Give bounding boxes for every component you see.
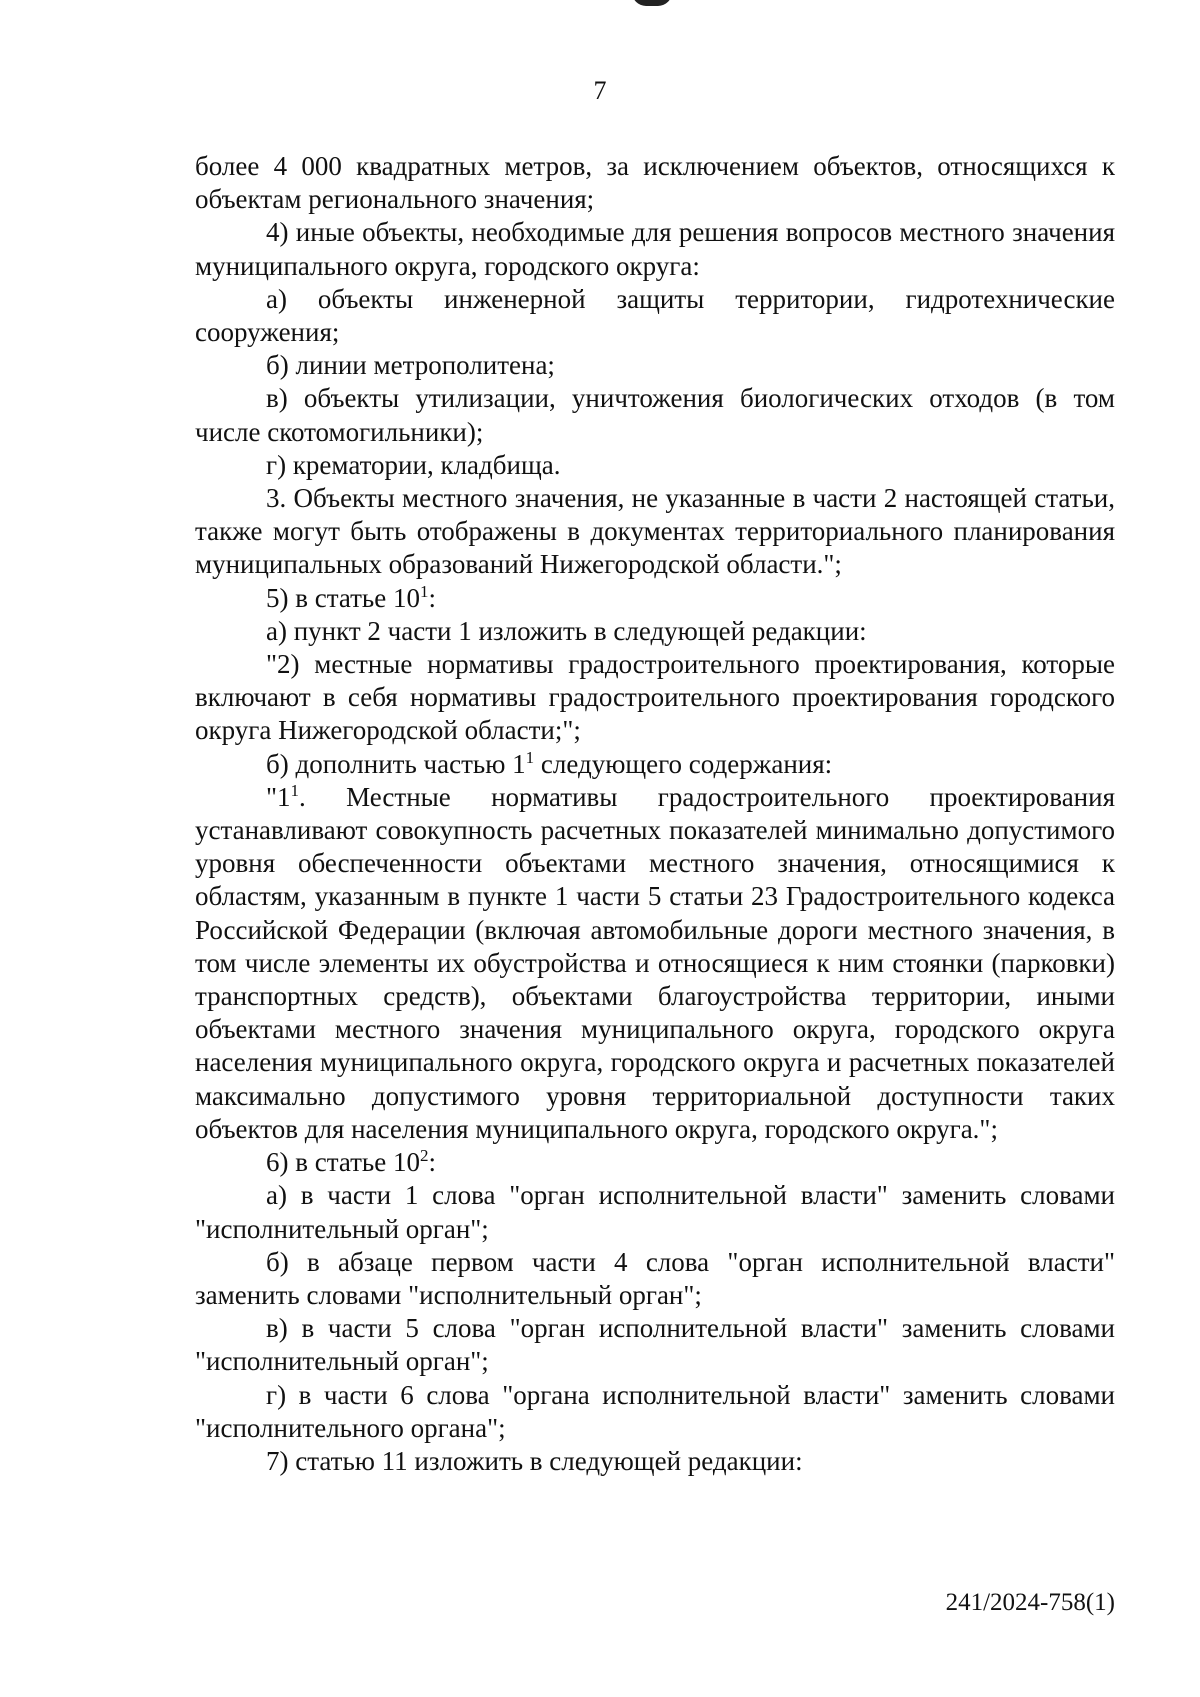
paragraph bbox=[195, 781, 1115, 1146]
paragraph bbox=[195, 648, 1115, 748]
paragraph-text: 5) в статье 10 bbox=[266, 582, 420, 613]
paragraph bbox=[195, 748, 1115, 781]
paragraph-text: 6) в статье 10 bbox=[266, 1147, 420, 1178]
paragraph-text: более 4 000 квадратных метров, за исключением объектов, относящихся к объектам регионального значения; bbox=[195, 151, 1115, 215]
top-edge-mark bbox=[632, 0, 672, 6]
paragraph-text-after: : bbox=[428, 1147, 436, 1178]
paragraph bbox=[195, 349, 1115, 382]
paragraph-text-after: : bbox=[428, 582, 436, 613]
document-body bbox=[195, 150, 1115, 1478]
paragraph bbox=[195, 216, 1115, 282]
paragraph-text: 7) статью 11 изложить в следующей редакции: bbox=[266, 1445, 803, 1476]
paragraph bbox=[195, 1445, 1115, 1478]
paragraph-text: 3. Объекты местного значения, не указанные в части 2 настоящей статьи, также могут быть отображены в документах территориального планирования муниципальных образований Нижегородской области."; bbox=[195, 483, 1115, 580]
paragraph bbox=[195, 1179, 1115, 1245]
paragraph bbox=[195, 1379, 1115, 1445]
superscript: 1 bbox=[525, 747, 535, 767]
paragraph-text: б) линии метрополитена; bbox=[266, 350, 555, 381]
paragraph-text: в) объекты утилизации, уничтожения биологических отходов (в том числе скотомогильники); bbox=[195, 383, 1115, 447]
paragraph-text-after: . Местные нормативы градостроительного проектирования устанавливают совокупность расчетных показателей минимально допустимого уровня обеспеченности объектами местного значения, относящимися к областям, указанным в пункте 1 части 5 статьи 23 Градостроительного кодекса Российской Федерации (включая автомобильные дороги местного значения, в том числе элементы их обустройства и относящиеся к ним стоянки (парковки) транспортных средств), объектами благоустройства территории, иными объектами местного значения муниципального округа, городского округа населения муниципального округа, городского округа и расчетных показателей максимально допустимого уровня территориальной доступности таких объектов для населения муниципального округа, городского округа."; bbox=[195, 781, 1115, 1144]
paragraph-text: "2) местные нормативы градостроительного проектирования, которые включают в себя нормативы градостроительного проектирования городского округа Нижегородской области;"; bbox=[195, 649, 1115, 746]
paragraph-text: б) в абзаце первом части 4 слова "орган исполнительной власти" заменить словами "исполнительный орган"; bbox=[195, 1246, 1115, 1310]
paragraph-text-after: следующего содержания: bbox=[534, 748, 833, 779]
superscript: 2 bbox=[419, 1146, 429, 1166]
paragraph bbox=[195, 615, 1115, 648]
superscript: 1 bbox=[419, 581, 429, 601]
paragraph bbox=[195, 283, 1115, 349]
paragraph bbox=[195, 150, 1115, 216]
paragraph-text: а) объекты инженерной защиты территории, гидротехнические сооружения; bbox=[195, 283, 1115, 348]
document-id: 241/2024-758(1) bbox=[945, 1589, 1115, 1616]
superscript: 1 bbox=[290, 780, 300, 800]
paragraph-text: г) крематории, кладбища. bbox=[266, 449, 561, 480]
paragraph bbox=[195, 382, 1115, 448]
page-number: 7 bbox=[593, 76, 607, 105]
paragraph bbox=[195, 582, 1115, 615]
paragraph-text: "1 bbox=[266, 781, 291, 812]
paragraph-text: а) пункт 2 части 1 изложить в следующей редакции: bbox=[266, 615, 867, 646]
paragraph-text: в) в части 5 слова "орган исполнительной власти" заменить словами "исполнительный орган"; bbox=[195, 1313, 1115, 1377]
paragraph bbox=[195, 1246, 1115, 1312]
paragraph-text: 4) иные объекты, необходимые для решения вопросов местного значения муниципального округа, городского округа: bbox=[195, 217, 1115, 281]
paragraph bbox=[195, 1312, 1115, 1378]
paragraph bbox=[195, 1146, 1115, 1179]
paragraph bbox=[195, 449, 1115, 482]
paragraph bbox=[195, 482, 1115, 582]
paragraph-text: г) в части 6 слова "органа исполнительной власти" заменить словами "исполнительного органа"; bbox=[195, 1379, 1115, 1443]
paragraph-text: а) в части 1 слова "орган исполнительной власти" заменить словами "исполнительный орган"; bbox=[195, 1180, 1115, 1244]
paragraph-text: б) дополнить частью 1 bbox=[266, 748, 526, 779]
